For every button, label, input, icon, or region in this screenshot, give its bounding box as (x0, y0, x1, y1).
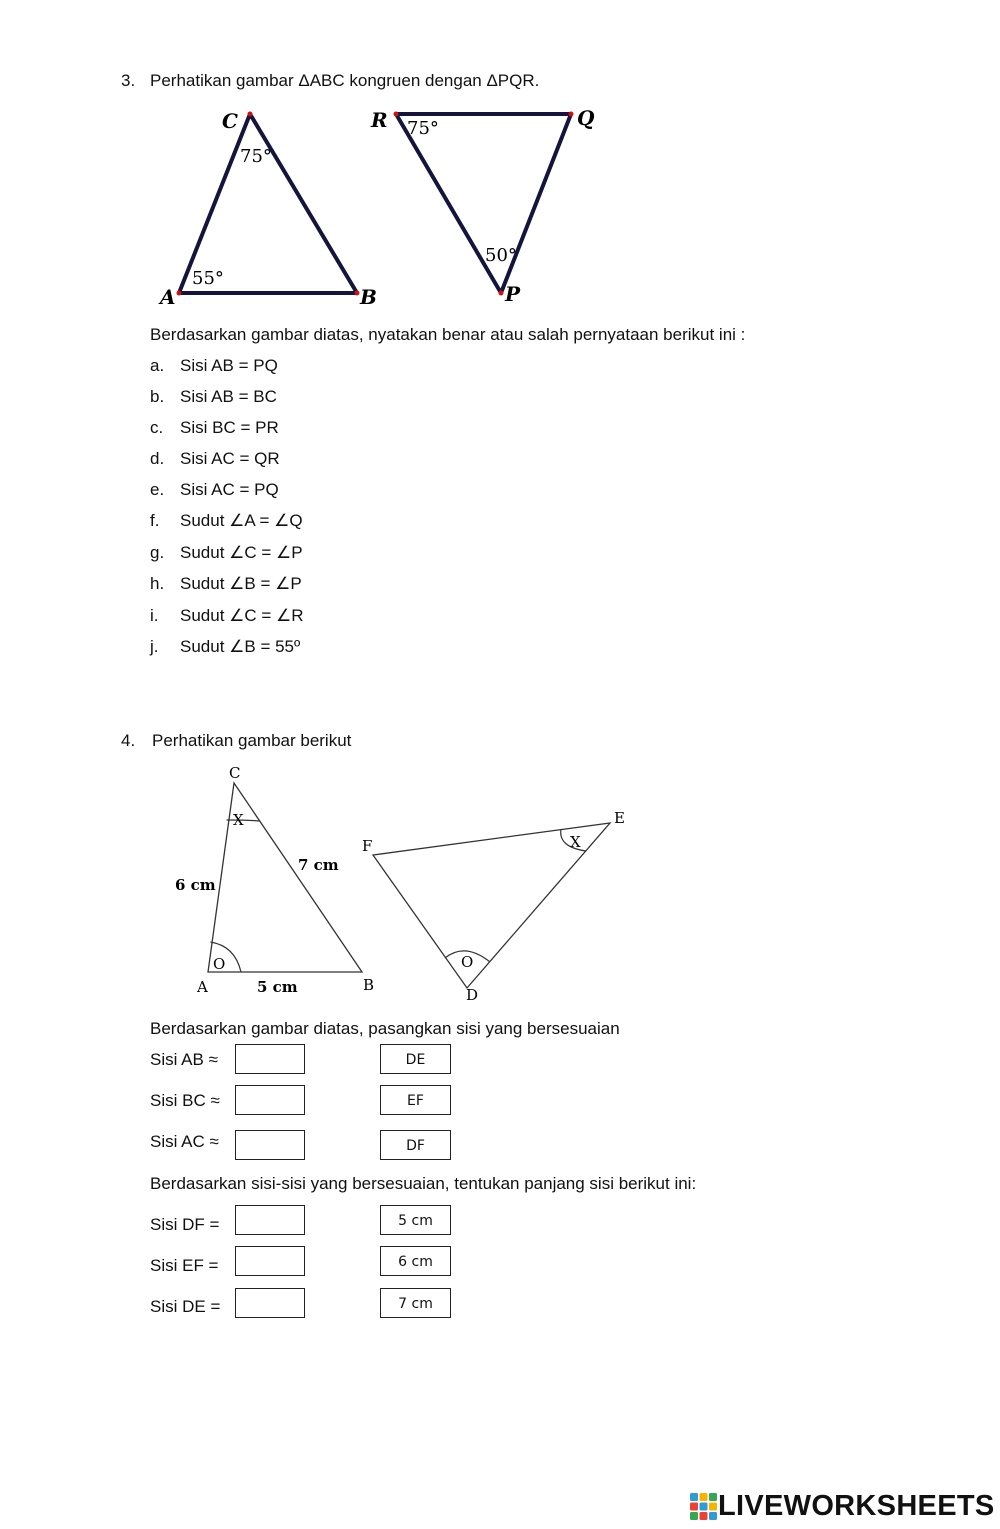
answer-box-bc[interactable] (235, 1085, 305, 1115)
label-p: P (505, 282, 521, 306)
side-ac-label: 6 cm (175, 876, 216, 894)
q3-item-letter: f. (150, 511, 160, 530)
vertex-a-dot (177, 291, 182, 296)
q3-item-letter: a. (150, 356, 165, 375)
angle-r-label: 75° (407, 118, 439, 139)
q3-item-text: Sudut ∠B = 55º (180, 637, 301, 656)
label-f: F (362, 837, 373, 855)
option-7cm[interactable]: 7 cm (380, 1288, 451, 1318)
q4-instruction-lengths: Berdasarkan sisi-sisi yang bersesuaian, tentukan panjang sisi berikut ini: (150, 1174, 697, 1193)
label-r: R (371, 108, 388, 132)
label-q: Q (577, 106, 595, 130)
label-d: D (466, 986, 479, 1004)
q4-figure (165, 760, 645, 1008)
vertex-q-dot (569, 112, 574, 117)
q3-item-letter: i. (150, 606, 159, 625)
liveworksheets-logo (690, 1488, 995, 1524)
length-label: Sisi EF = (150, 1256, 219, 1275)
triangle-abc (179, 114, 357, 293)
length-label: Sisi DE = (150, 1297, 221, 1316)
angle-a-o-label: O (213, 955, 226, 973)
label-b: B (360, 285, 377, 309)
q3-item-text: Sisi AB = BC (180, 387, 277, 406)
pair-label: Sisi AB ≈ (150, 1050, 218, 1069)
vertex-p-dot (499, 291, 504, 296)
triangle-pqr (396, 114, 571, 293)
q3-item-text: Sudut ∠C = ∠R (180, 606, 304, 625)
q3-figure (150, 100, 620, 315)
vertex-b-dot (355, 291, 360, 296)
angle-d-o-label: O (461, 953, 474, 971)
option-6cm[interactable]: 6 cm (380, 1246, 451, 1276)
side-bc-label: 7 cm (298, 856, 339, 874)
answer-box-ef[interactable] (235, 1246, 305, 1276)
label-b: B (363, 976, 375, 994)
angle-c-label: 75° (240, 146, 272, 167)
answer-box-de[interactable] (235, 1288, 305, 1318)
liveworksheets-logo-icon (690, 1493, 717, 1520)
option-de[interactable]: DE (380, 1044, 451, 1074)
triangle-abc-left (208, 783, 362, 972)
option-ef[interactable]: EF (380, 1085, 451, 1115)
q3-item-letter: j. (150, 637, 159, 656)
option-df[interactable]: DF (380, 1130, 451, 1160)
length-label: Sisi DF = (150, 1215, 220, 1234)
side-ab-label: 5 cm (257, 978, 298, 996)
label-a: A (197, 978, 208, 996)
vertex-r-dot (394, 112, 399, 117)
q3-item-letter: c. (150, 418, 164, 437)
q3-item-letter: d. (150, 449, 165, 468)
label-e: E (614, 809, 625, 827)
q4-title: Perhatikan gambar berikut (152, 731, 352, 750)
q3-item-text: Sisi AC = PQ (180, 480, 279, 499)
angle-e-x-label: X (570, 833, 581, 851)
q3-title: Perhatikan gambar ΔABC kongruen dengan ΔPQR. (150, 71, 540, 90)
answer-box-df[interactable] (235, 1205, 305, 1235)
q3-item-text: Sisi AB = PQ (180, 356, 278, 375)
q3-item-text: Sudut ∠C = ∠P (180, 543, 303, 562)
label-c: C (222, 109, 238, 133)
q3-item-text: Sisi BC = PR (180, 418, 279, 437)
vertex-c-dot (248, 112, 253, 117)
q3-item-text: Sisi AC = QR (180, 449, 280, 468)
q3-number: 3. (121, 71, 136, 90)
label-a: A (160, 285, 176, 309)
pair-label: Sisi AC ≈ (150, 1132, 219, 1151)
q3-item-text: Sudut ∠B = ∠P (180, 574, 302, 593)
q4-number: 4. (121, 731, 136, 750)
q3-item-letter: b. (150, 387, 165, 406)
pair-label: Sisi BC ≈ (150, 1091, 220, 1110)
label-c: C (229, 764, 241, 782)
option-5cm[interactable]: 5 cm (380, 1205, 451, 1235)
q3-item-letter: e. (150, 480, 165, 499)
q4-instruction-pairs: Berdasarkan gambar diatas, pasangkan sisi yang bersesuaian (150, 1019, 620, 1038)
liveworksheets-logo-text: LIVEWORKSHEETS (718, 1489, 995, 1522)
angle-c-x-label: X (233, 811, 244, 829)
answer-box-ab[interactable] (235, 1044, 305, 1074)
q3-item-letter: h. (150, 574, 165, 593)
angle-p-label: 50° (485, 245, 517, 266)
q3-instruction: Berdasarkan gambar diatas, nyatakan benar atau salah pernyataan berikut ini : (150, 325, 746, 344)
q3-item-letter: g. (150, 543, 165, 562)
angle-a-label: 55° (192, 268, 224, 289)
answer-box-ac[interactable] (235, 1130, 305, 1160)
q3-item-text: Sudut ∠A = ∠Q (180, 511, 303, 530)
